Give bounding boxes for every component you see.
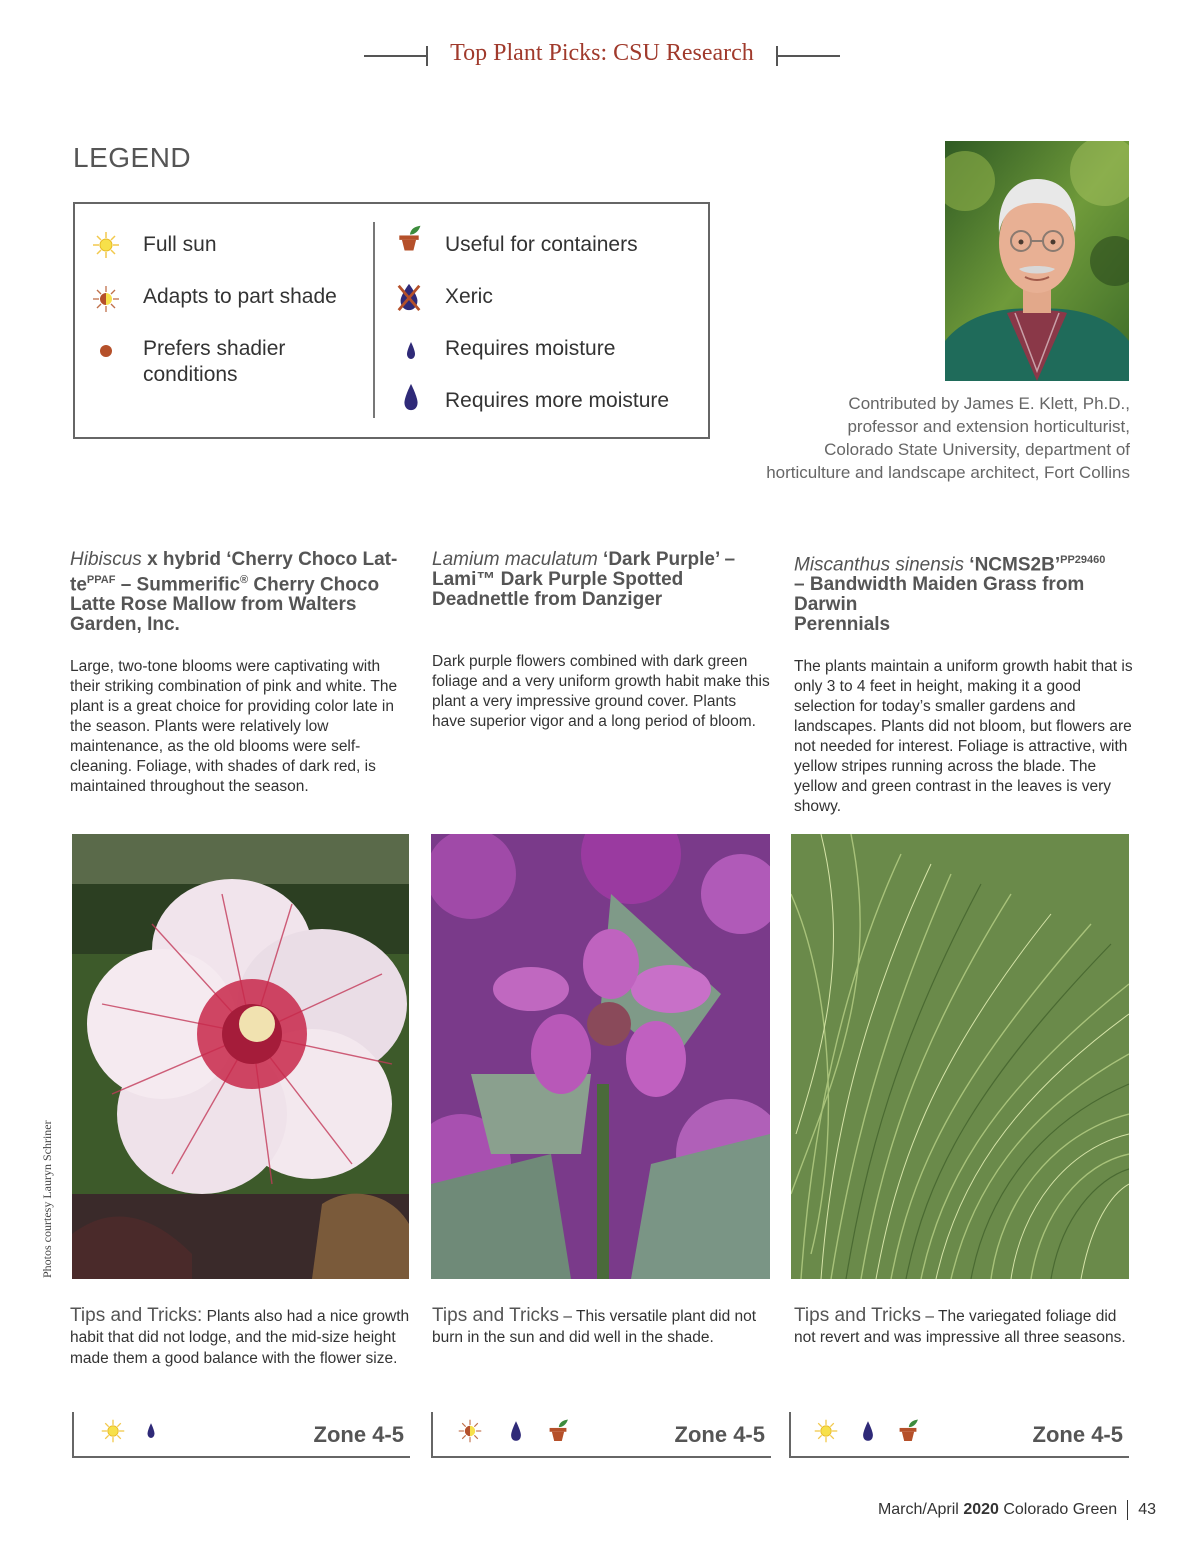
shade-dot-icon xyxy=(91,336,121,366)
plant-title-part: Cherry Choco xyxy=(248,574,380,596)
tips-label: Tips and Tricks xyxy=(794,1305,922,1326)
page-number: 43 xyxy=(1138,1501,1156,1519)
photo-credit-vertical: Photos courtesy Lauryn Schriner xyxy=(40,1120,54,1278)
lamium-photo xyxy=(431,834,770,1279)
credit-line-3: Colorado State University, department of xyxy=(824,440,1130,459)
tips-hibiscus xyxy=(70,1305,410,1369)
plant-title-part: Garden, Inc. xyxy=(70,614,180,636)
legend-containers-label: Useful for containers xyxy=(445,233,638,256)
credit-line-4: horticulture and landscape architect, Fort Collins xyxy=(766,463,1130,482)
plant-column-hibiscus xyxy=(70,550,410,797)
large-drop-icon xyxy=(396,382,426,412)
plant-title-miscanthus xyxy=(794,550,1134,635)
plant-title-lamium xyxy=(432,550,772,610)
zone-label: Zone 4-5 xyxy=(1032,1422,1123,1447)
small-drop-icon xyxy=(138,1418,164,1444)
plant-description-lamium: Dark purple flowers combined with dark green foliage and a very uniform growth habit make this plant a very impressive ground cover. Plants have superior vigor and a long period of bloom. xyxy=(432,653,770,730)
legend-moisture-label: Requires moisture xyxy=(445,337,616,360)
tips-miscanthus xyxy=(794,1305,1134,1348)
page-footer xyxy=(878,1500,1156,1520)
tips-text: Plants also had a nice growth habit that did not lodge, and the mid-size height made them a good balance with the flower size. xyxy=(70,1308,410,1367)
tips-lamium xyxy=(432,1305,772,1348)
credit-line-1: Contributed by James E. Klett, Ph.D., xyxy=(848,394,1130,413)
tips-text: – The variegated foliage did not revert and was impressive all three seasons. xyxy=(794,1308,1126,1346)
large-drop-icon xyxy=(855,1418,881,1444)
plant-title-part: x hybrid ‘Cherry Choco Lat- xyxy=(141,549,398,570)
header-rule-right xyxy=(776,55,840,57)
plant-title-part: Darwin xyxy=(794,594,858,616)
part-shade-icon xyxy=(457,1418,483,1444)
plant-title-part: – Summerific xyxy=(115,574,241,596)
plant-description-hibiscus: Large, two-tone blooms were captivating with their striking combination of pink and white. The plant is a great choice for providing color late in the season. Plants were relatively low maintenance, as the old blooms were self-cleaning. Foliage, with shades of dark red, is maintained throughout the season. xyxy=(70,658,398,796)
plant-title-part: ‘Dark Purple’ – xyxy=(597,549,736,570)
page-header xyxy=(0,38,1200,74)
header-tick-left xyxy=(426,46,428,66)
legend-title: LEGEND xyxy=(73,142,192,173)
plant-title-part: te xyxy=(70,574,87,596)
plant-title-italic: Lamium maculatum xyxy=(432,549,598,570)
footer-separator xyxy=(1127,1500,1128,1520)
zone-bar-miscanthus xyxy=(789,1412,1129,1458)
contributor-credit xyxy=(710,392,1130,484)
legend-divider xyxy=(373,222,375,418)
plant-title-part: Latte Rose Mallow from Walters xyxy=(70,594,357,616)
legend-full-sun-label: Full sun xyxy=(143,233,217,256)
plant-title-italic: Hibiscus xyxy=(70,549,142,570)
miscanthus-photo xyxy=(791,834,1129,1279)
plant-column-lamium xyxy=(432,550,772,732)
legend-part-shade-label: Adapts to part shade xyxy=(143,285,337,308)
header-rule-left xyxy=(364,55,428,57)
plant-title-part: Lami™ Dark Purple Spotted xyxy=(432,569,684,590)
legend-shadier-line2: conditions xyxy=(143,363,238,386)
legend-xeric-label: Xeric xyxy=(445,285,493,308)
legend-shadier-label xyxy=(143,336,285,388)
plant-title-superscript: PP29460 xyxy=(1060,554,1106,566)
footer-year: 2020 xyxy=(963,1501,999,1519)
xeric-icon xyxy=(394,282,424,312)
plant-title-hibiscus xyxy=(70,550,410,635)
container-pot-icon xyxy=(394,224,424,254)
large-drop-icon xyxy=(503,1418,529,1444)
plant-title-part: Perennials xyxy=(794,614,891,636)
hibiscus-photo xyxy=(72,834,409,1279)
plant-title-superscript: PPAF xyxy=(86,574,116,586)
plant-description-miscanthus: The plants maintain a uniform growth habit that is only 3 to 4 feet in height, making it a good selection for today’s smaller gardens and landscapes. Plants did not bloom, but flowers are not needed for interest. Foliage is attractive, with yellow stripes running across the blade. The yellow and green contrast in the leaves is very showy. xyxy=(794,658,1133,816)
footer-issue: March/April xyxy=(877,1501,964,1519)
contributor-photo xyxy=(945,141,1129,381)
legend-shadier-line1: Prefers shadier xyxy=(143,337,286,360)
plant-title-part: ‘NCMS2B’ xyxy=(964,554,1061,576)
registered-mark: ® xyxy=(240,574,249,586)
sun-icon xyxy=(813,1418,839,1444)
container-pot-icon xyxy=(545,1418,571,1444)
plant-title-italic: Miscanthus sinensis xyxy=(794,554,965,576)
tips-text: – This versatile plant did not burn in the sun and did well in the shade. xyxy=(432,1308,757,1346)
header-title: Top Plant Picks: CSU Research xyxy=(450,40,754,66)
legend-more-moisture-label: Requires more moisture xyxy=(445,389,670,412)
zone-bar-lamium xyxy=(431,1412,771,1458)
tips-label: Tips and Tricks: xyxy=(70,1305,203,1326)
plant-title-part: – Bandwidth Maiden Grass from xyxy=(794,574,1085,596)
tips-label: Tips and Tricks xyxy=(432,1305,560,1326)
sun-icon xyxy=(91,230,121,260)
container-pot-icon xyxy=(895,1418,921,1444)
plant-column-miscanthus xyxy=(794,550,1134,817)
part-shade-icon xyxy=(91,284,121,314)
zone-bar-hibiscus xyxy=(72,1412,410,1458)
credit-line-2: professor and extension horticulturist, xyxy=(847,417,1130,436)
footer-magazine: Colorado Green xyxy=(998,1501,1118,1519)
sun-icon xyxy=(100,1418,126,1444)
zone-label: Zone 4-5 xyxy=(674,1422,765,1447)
plant-title-part: Deadnettle from Danziger xyxy=(432,589,663,610)
small-drop-icon xyxy=(396,336,426,366)
zone-label: Zone 4-5 xyxy=(313,1422,404,1447)
